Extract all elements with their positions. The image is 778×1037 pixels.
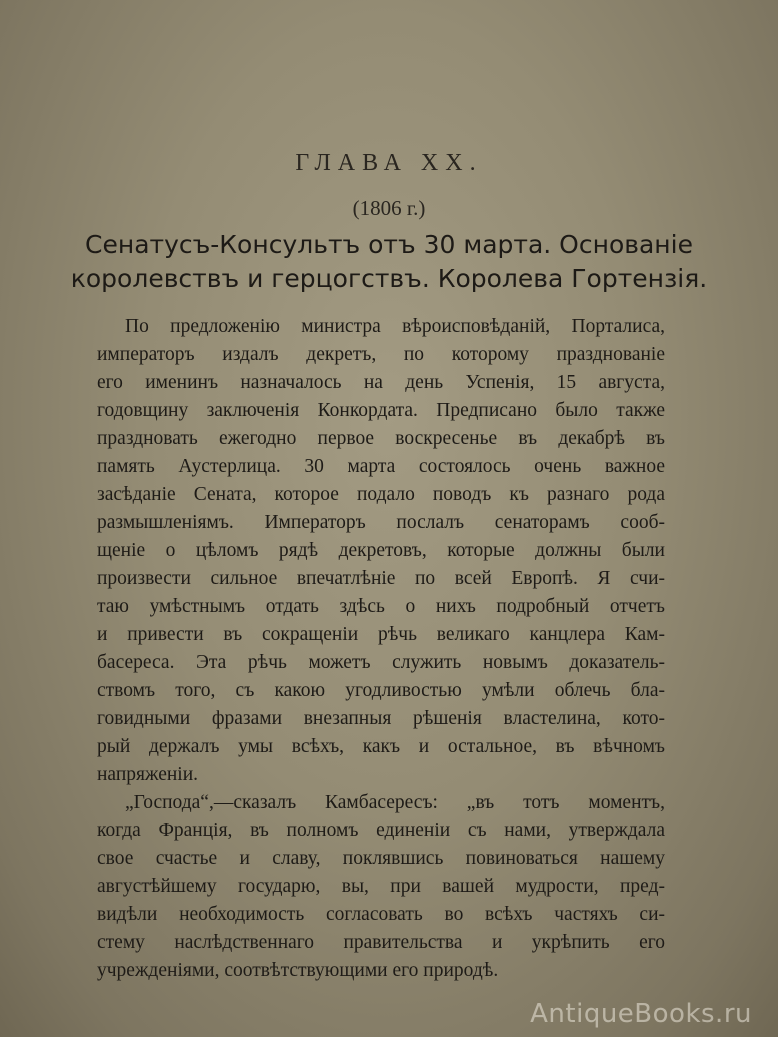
text-line: „Господа“,—сказалъ Камбасересъ: „въ тотъ моментъ,	[125, 792, 665, 813]
text-line: годовщину заключенія Конкордата. Предписано было также	[97, 400, 665, 421]
chapter-year: (1806 г.)	[352, 196, 426, 220]
text-line: рый держалъ умы всѣхъ, какъ и остальное, въ вѣчномъ	[97, 736, 665, 757]
text-line: императоръ издалъ декретъ, по которому празднованіе	[97, 344, 665, 365]
text-line: его именинъ назначалось на день Успенія, 15 августа,	[97, 372, 665, 393]
text-line: По предложенію министра вѣроисповѣданій, Порталиса,	[125, 316, 665, 337]
text-line: щеніе о цѣломъ рядѣ декретовъ, которые должны были	[97, 540, 665, 561]
chapter-title: ГЛАВА XX.	[295, 150, 483, 176]
text-line: размышленіямъ. Императоръ послалъ сенаторамъ сооб-	[97, 512, 665, 533]
text-line: напряженіи.	[97, 764, 199, 785]
text-line: говидными фразами внезапныя рѣшенія властелина, кото-	[97, 708, 665, 729]
text-line: засѣданіе Сената, которое подало поводъ къ разнаго рода	[97, 484, 665, 505]
text-line: учрежденіями, соотвѣтствующими его природѣ.	[97, 960, 499, 981]
text-line: и привести въ сокращеніи рѣчь великаго канцлера Кам-	[97, 624, 665, 645]
text-line: свое счастье и славу, поклявшись повиноваться нашему	[97, 848, 665, 869]
text-line: праздновать ежегодно первое воскресенье въ декабрѣ въ	[97, 428, 665, 449]
text-line: произвести сильное впечатлѣніе по всей Европѣ. Я счи-	[97, 568, 665, 589]
text-line: таю умѣстнымъ отдать здѣсь о нихъ подробный отчетъ	[97, 596, 665, 617]
chapter-heading-line: королевствъ и герцогствъ. Королева Гортензія.	[70, 264, 708, 293]
chapter-heading-line: Сенатусъ-Консультъ отъ 30 марта. Основаніе	[85, 230, 693, 259]
text-line: видѣли необходимость согласовать во всѣхъ частяхъ си-	[97, 904, 665, 925]
text-line: когда Франція, въ полномъ единеніи съ нами, утверждала	[97, 820, 665, 841]
text-line: августѣйшему государю, вы, при вашей мудрости, пред-	[97, 876, 665, 897]
watermark: AntiqueBooks.ru	[530, 999, 752, 1029]
text-line: стему наслѣдственнаго правительства и укрѣпить его	[97, 932, 665, 953]
text-line: память Аустерлица. 30 марта состоялось очень важное	[97, 456, 665, 477]
text-line: басереса. Эта рѣчь можетъ служить новымъ доказатель-	[97, 652, 665, 673]
text-line: ствомъ того, съ какою угодливостью умѣли облечь бла-	[97, 680, 665, 701]
chapter-heading	[0, 228, 778, 296]
